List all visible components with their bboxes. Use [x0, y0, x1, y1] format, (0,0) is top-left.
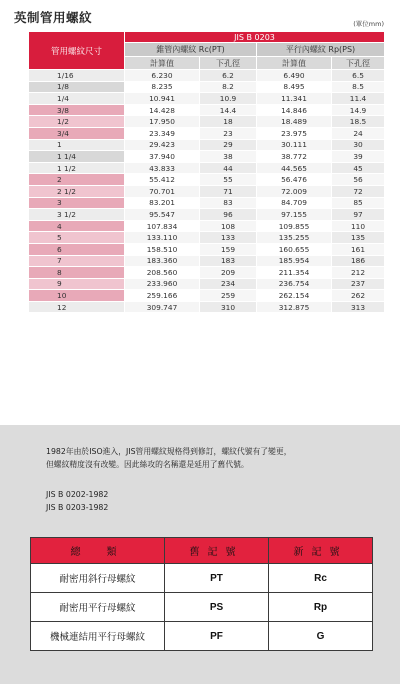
table-row — [31, 622, 373, 651]
rc-calc-cell: 17.950 — [125, 116, 200, 128]
rp-drill-cell: 110 — [332, 220, 385, 232]
revision-note — [46, 445, 366, 471]
rc-calc-cell: 8.235 — [125, 81, 200, 93]
table-row — [29, 104, 385, 116]
unit-note: (單位mm) — [353, 20, 384, 28]
old-code-header: 舊記號 — [165, 538, 269, 564]
rc-calc-cell: 309.747 — [125, 301, 200, 313]
rp-calc-header: 計算值 — [257, 57, 332, 70]
rp-drill-cell: 97 — [332, 209, 385, 221]
rp-calc-cell: 185.954 — [257, 255, 332, 267]
rc-calc-cell: 43.833 — [125, 162, 200, 174]
rc-drill-cell: 14.4 — [200, 104, 257, 116]
rc-calc-cell: 83.201 — [125, 197, 200, 209]
table-row — [29, 301, 385, 313]
table-row — [29, 243, 385, 255]
table-row — [29, 290, 385, 302]
rc-calc-cell: 133.110 — [125, 232, 200, 244]
rc-calc-cell: 95.547 — [125, 209, 200, 221]
table-row — [29, 255, 385, 267]
rp-drill-cell: 186 — [332, 255, 385, 267]
rc-calc-cell: 10.941 — [125, 93, 200, 105]
size-cell: 1/4 — [29, 93, 125, 105]
rc-calc-cell: 233.960 — [125, 278, 200, 290]
size-cell: 6 — [29, 243, 125, 255]
size-cell: 12 — [29, 301, 125, 313]
rc-calc-header: 計算值 — [125, 57, 200, 70]
rp-calc-cell: 6.490 — [257, 70, 332, 82]
rc-drill-cell: 234 — [200, 278, 257, 290]
rp-drill-cell: 14.9 — [332, 104, 385, 116]
table-row — [29, 197, 385, 209]
rp-drill-cell: 262 — [332, 290, 385, 302]
rc-drill-cell: 38 — [200, 151, 257, 163]
size-cell: 3 — [29, 197, 125, 209]
rp-calc-cell: 84.709 — [257, 197, 332, 209]
rp-drill-cell: 135 — [332, 232, 385, 244]
rc-drill-cell: 183 — [200, 255, 257, 267]
table-row — [29, 185, 385, 197]
rp-calc-cell: 135.255 — [257, 232, 332, 244]
rp-drill-cell: 56 — [332, 174, 385, 186]
table-row — [29, 267, 385, 279]
kind-header: 總 類 — [31, 538, 165, 564]
taper-group-header: 錐管內螺紋 Rc(PT) — [125, 43, 257, 57]
rc-drill-cell: 310 — [200, 301, 257, 313]
table-row — [29, 93, 385, 105]
revision-note-line: 1982年由於ISO進入，JIS管用螺紋規格得到修訂，螺紋代號有了變更， — [46, 447, 292, 456]
rc-calc-cell: 208.560 — [125, 267, 200, 279]
thread-size-table — [28, 31, 385, 313]
rp-drill-cell: 72 — [332, 185, 385, 197]
new-code-cell: Rc — [269, 564, 373, 593]
table-row — [31, 564, 373, 593]
rp-calc-cell: 262.154 — [257, 290, 332, 302]
table-row — [29, 220, 385, 232]
rp-drill-cell: 237 — [332, 278, 385, 290]
rp-drill-cell: 6.5 — [332, 70, 385, 82]
kind-cell: 耐密用平行母螺紋 — [31, 593, 165, 622]
rc-calc-cell: 70.701 — [125, 185, 200, 197]
table-row — [29, 174, 385, 186]
rc-drill-cell: 209 — [200, 267, 257, 279]
revision-note-line: 但螺紋精度沒有改變。因此絲攻的名稱還是延用了舊代號。 — [46, 460, 249, 469]
rp-calc-cell: 8.495 — [257, 81, 332, 93]
size-cell: 2 — [29, 174, 125, 186]
rp-drill-cell: 39 — [332, 151, 385, 163]
thread-table-body — [29, 70, 385, 313]
table-row — [29, 232, 385, 244]
rp-calc-cell: 44.565 — [257, 162, 332, 174]
rc-calc-cell: 183.360 — [125, 255, 200, 267]
new-code-header: 新記號 — [269, 538, 373, 564]
size-cell: 4 — [29, 220, 125, 232]
rp-drill-cell: 30 — [332, 139, 385, 151]
size-cell: 3/4 — [29, 127, 125, 139]
size-cell: 3/8 — [29, 104, 125, 116]
rc-drill-cell: 259 — [200, 290, 257, 302]
kind-cell: 耐密用斜行母螺紋 — [31, 564, 165, 593]
rp-calc-cell: 97.155 — [257, 209, 332, 221]
rc-drill-cell: 44 — [200, 162, 257, 174]
rc-drill-cell: 8.2 — [200, 81, 257, 93]
size-cell: 1/8 — [29, 81, 125, 93]
rp-drill-cell: 11.4 — [332, 93, 385, 105]
rc-drill-cell: 96 — [200, 209, 257, 221]
rc-calc-cell: 29.423 — [125, 139, 200, 151]
size-cell: 1/2 — [29, 116, 125, 128]
rc-calc-cell: 6.230 — [125, 70, 200, 82]
standard-header: JIS B 0203 — [125, 32, 385, 43]
parallel-group-header: 平行內螺紋 Rp(PS) — [257, 43, 385, 57]
rc-drill-cell: 83 — [200, 197, 257, 209]
rc-calc-cell: 37.940 — [125, 151, 200, 163]
rc-drill-cell: 55 — [200, 174, 257, 186]
new-code-cell: G — [269, 622, 373, 651]
rp-calc-cell: 236.754 — [257, 278, 332, 290]
rc-drill-cell: 133 — [200, 232, 257, 244]
rp-drill-cell: 8.5 — [332, 81, 385, 93]
rc-drill-cell: 6.2 — [200, 70, 257, 82]
rc-drill-header: 下孔徑 — [200, 57, 257, 70]
size-cell: 1 1/4 — [29, 151, 125, 163]
old-code-cell: PS — [165, 593, 269, 622]
rp-calc-cell: 11.341 — [257, 93, 332, 105]
table-row — [31, 593, 373, 622]
table-row — [29, 139, 385, 151]
size-cell: 7 — [29, 255, 125, 267]
size-cell: 9 — [29, 278, 125, 290]
rp-drill-cell: 24 — [332, 127, 385, 139]
rp-calc-cell: 30.111 — [257, 139, 332, 151]
size-column-header: 管用螺紋尺寸 — [29, 32, 125, 70]
table-row — [29, 116, 385, 128]
rp-calc-cell: 72.009 — [257, 185, 332, 197]
standard-reference: JIS B 0202-1982 — [46, 490, 109, 499]
size-cell: 2 1/2 — [29, 185, 125, 197]
table-row — [29, 70, 385, 82]
page-title: 英制管用螺紋 — [14, 10, 93, 25]
rp-calc-cell: 211.354 — [257, 267, 332, 279]
table-row — [29, 278, 385, 290]
size-cell: 3 1/2 — [29, 209, 125, 221]
standard-reference: JIS B 0203-1982 — [46, 503, 109, 512]
rp-calc-cell: 38.772 — [257, 151, 332, 163]
rc-calc-cell: 55.412 — [125, 174, 200, 186]
rc-drill-cell: 29 — [200, 139, 257, 151]
size-cell: 1 1/2 — [29, 162, 125, 174]
rc-drill-cell: 159 — [200, 243, 257, 255]
code-mapping-table — [30, 537, 373, 651]
size-cell: 5 — [29, 232, 125, 244]
table-row — [29, 127, 385, 139]
size-cell: 8 — [29, 267, 125, 279]
rc-calc-cell: 14.428 — [125, 104, 200, 116]
table-row — [29, 209, 385, 221]
rp-calc-cell: 109.855 — [257, 220, 332, 232]
rc-drill-cell: 18 — [200, 116, 257, 128]
rp-drill-cell: 45 — [332, 162, 385, 174]
size-cell: 1 — [29, 139, 125, 151]
rp-drill-cell: 161 — [332, 243, 385, 255]
rc-calc-cell: 158.510 — [125, 243, 200, 255]
kind-cell: 機械連結用平行母螺紋 — [31, 622, 165, 651]
rc-calc-cell: 23.349 — [125, 127, 200, 139]
rc-drill-cell: 23 — [200, 127, 257, 139]
rc-drill-cell: 108 — [200, 220, 257, 232]
size-cell: 10 — [29, 290, 125, 302]
rp-calc-cell: 18.489 — [257, 116, 332, 128]
rp-drill-cell: 313 — [332, 301, 385, 313]
rp-drill-header: 下孔徑 — [332, 57, 385, 70]
new-code-cell: Rp — [269, 593, 373, 622]
old-code-cell: PF — [165, 622, 269, 651]
rp-drill-cell: 212 — [332, 267, 385, 279]
table-row — [29, 162, 385, 174]
rc-drill-cell: 71 — [200, 185, 257, 197]
rc-calc-cell: 259.166 — [125, 290, 200, 302]
size-cell: 1/16 — [29, 70, 125, 82]
rp-calc-cell: 14.846 — [257, 104, 332, 116]
rp-calc-cell: 23.975 — [257, 127, 332, 139]
old-code-cell: PT — [165, 564, 269, 593]
info-panel — [0, 425, 400, 684]
rp-calc-cell: 160.655 — [257, 243, 332, 255]
rc-calc-cell: 107.834 — [125, 220, 200, 232]
rp-drill-cell: 18.5 — [332, 116, 385, 128]
rp-calc-cell: 312.875 — [257, 301, 332, 313]
rc-drill-cell: 10.9 — [200, 93, 257, 105]
table-row — [29, 81, 385, 93]
rp-drill-cell: 85 — [332, 197, 385, 209]
table-row — [29, 151, 385, 163]
rp-calc-cell: 56.476 — [257, 174, 332, 186]
